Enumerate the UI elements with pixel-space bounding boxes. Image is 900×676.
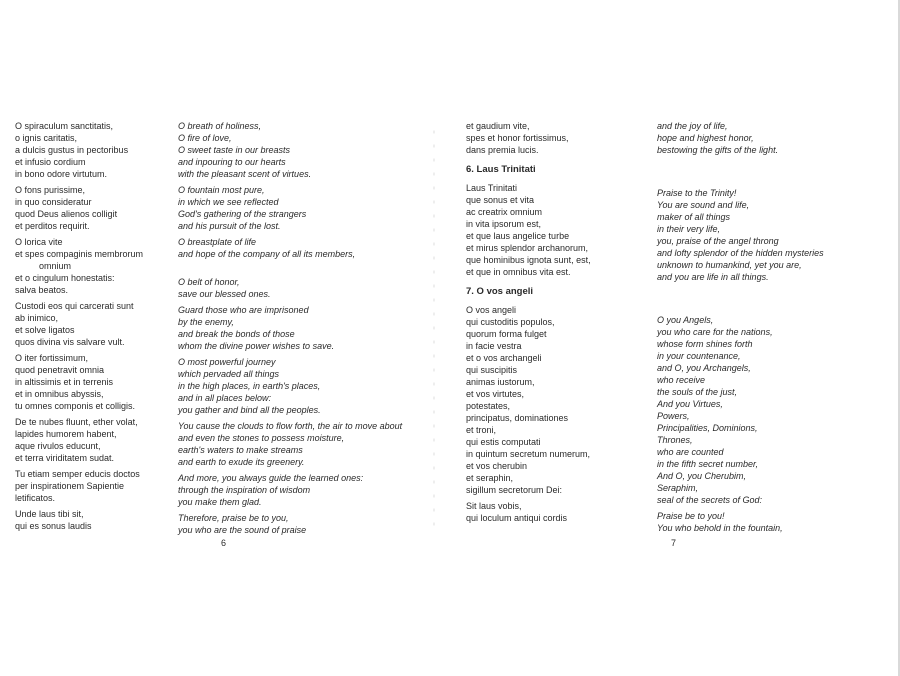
verse-line: in which we see reflected — [178, 197, 279, 207]
verse-line: with the pleasant scent of virtues. — [178, 169, 312, 179]
verse-line: et perditos requirit. — [15, 221, 90, 231]
verse-line: et que in omnibus vita est. — [466, 267, 571, 277]
verse-line: tu omnes componis et colligis. — [15, 401, 136, 411]
stanza — [466, 500, 646, 524]
stanza — [466, 304, 646, 496]
right-latin-column — [466, 120, 646, 528]
verse-line: and break the bonds of those — [178, 329, 295, 339]
verse-line: you who are the sound of praise — [178, 525, 307, 535]
verse-line: qui suscipitis — [466, 365, 518, 375]
verse-line: whose form shines forth — [657, 339, 753, 349]
verse-line: earth's waters to make streams — [178, 445, 303, 455]
verse-line: O most powerful journey — [178, 357, 276, 367]
verse-line: And more, you always guide the learned ones: — [178, 473, 364, 483]
stanza — [15, 300, 175, 348]
verse-line: qui es sonus laudis — [15, 521, 92, 531]
verse-line: hope and highest honor, — [657, 133, 754, 143]
verse-line: You who behold in the fountain, — [657, 523, 783, 533]
verse-line: et mirus splendor archanorum, — [466, 243, 589, 253]
stanza — [178, 512, 448, 536]
stanza — [657, 314, 897, 506]
verse-line: in bono odore virtutum. — [15, 169, 108, 179]
verse-line: which pervaded all things — [178, 369, 280, 379]
stanza — [466, 182, 646, 278]
verse-line: O fons purissime, — [15, 185, 86, 195]
verse-line: quos divina vis salvare vult. — [15, 337, 125, 347]
verse-line: in the fifth secret number, — [657, 459, 759, 469]
section-heading: 7. O vos angeli — [466, 286, 534, 297]
verse-line: quod Deus alienos colligit — [15, 209, 118, 219]
verse-line: O belt of honor, — [178, 277, 240, 287]
stanza — [178, 420, 448, 468]
verse-line: maker of all things — [657, 212, 731, 222]
verse-line: in vita ipsorum est, — [466, 219, 542, 229]
verse-line: who are counted — [657, 447, 724, 457]
verse-line: Praise be to you! — [657, 511, 725, 521]
verse-line: You cause the clouds to flow forth, the air to move about — [178, 421, 403, 431]
verse-line: unknown to humankind, yet you are, — [657, 260, 802, 270]
verse-line: through the inspiration of wisdom — [178, 485, 311, 495]
verse-line: you, praise of the angel throng — [657, 236, 779, 246]
verse-line: qui loculum antiqui cordis — [466, 513, 568, 523]
verse-line: Guard those who are imprisoned — [178, 305, 309, 315]
verse-line: O iter fortissimum, — [15, 353, 89, 363]
verse-line: que hominibus ignota sunt, est, — [466, 255, 591, 265]
stanza — [15, 468, 175, 504]
verse-line: O you Angels, — [657, 315, 714, 325]
stanza — [657, 120, 897, 156]
verse-line: Therefore, praise be to you, — [178, 513, 289, 523]
page-number: 7 — [671, 538, 677, 548]
verse-line: et o cingulum honestatis: — [15, 273, 115, 283]
verse-line: you gather and bind all the peoples. — [178, 405, 321, 415]
verse-line: sigillum secretorum Dei: — [466, 485, 563, 495]
verse-line: quorum forma fulget — [466, 329, 547, 339]
verse-line: the souls of the just, — [657, 387, 738, 397]
verse-line: et que laus angelice turbe — [466, 231, 570, 241]
verse-line: by the enemy, — [178, 317, 234, 327]
verse-line: qui custoditis populos, — [466, 317, 555, 327]
verse-line: Powers, — [657, 411, 690, 421]
verse-line: a dulcis gustus in pectoribus — [15, 145, 129, 155]
verse-line: o ignis caritatis, — [15, 133, 78, 143]
verse-line: in quintum secretum numerum, — [466, 449, 591, 459]
verse-line: Tu etiam semper educis doctos — [15, 469, 140, 479]
verse-line: salva beatos. — [15, 285, 69, 295]
verse-line: et vos virtutes, — [466, 389, 525, 399]
verse-line: Principalities, Dominions, — [657, 423, 758, 433]
verse-line: God's gathering of the strangers — [178, 209, 307, 219]
heading-spacer — [657, 287, 897, 314]
verse-line: bestowing the gifts of the light. — [657, 145, 779, 155]
verse-line: and the joy of life, — [657, 121, 728, 131]
verse-line: et in omnibus abyssis, — [15, 389, 104, 399]
heading-spacer — [657, 160, 897, 187]
stanza — [178, 184, 448, 232]
verse-line: per inspirationem Sapientie — [15, 481, 125, 491]
verse-line: O sweet taste in our breasts — [178, 145, 291, 155]
verse-line: Unde laus tibi sit, — [15, 509, 84, 519]
verse-line: and his pursuit of the lost. — [178, 221, 281, 231]
stanza — [657, 187, 897, 283]
left-english-column — [178, 120, 448, 540]
verse-line: Custodi eos qui carcerati sunt — [15, 301, 134, 311]
verse-line: et troni, — [466, 425, 497, 435]
verse-line: et spes compaginis membrorum — [15, 249, 144, 259]
verse-line: And O, you Cherubim, — [657, 471, 747, 481]
verse-line: Seraphim, — [657, 483, 699, 493]
verse-line: and you are life in all things. — [657, 272, 769, 282]
verse-line: save our blessed ones. — [178, 289, 271, 299]
verse-line: O breastplate of life — [178, 237, 257, 247]
stanza — [466, 120, 646, 156]
verse-line: and earth to exude its greenery. — [178, 457, 305, 467]
section-heading: 6. Laus Trinitati — [466, 164, 536, 175]
stanza — [15, 236, 175, 296]
verse-line: and inpouring to our hearts — [178, 157, 286, 167]
verse-line: and even the stones to possess moisture, — [178, 433, 345, 443]
verse-line: in quo consideratur — [15, 197, 92, 207]
verse-line: in your countenance, — [657, 351, 741, 361]
verse-line: animas iustorum, — [466, 377, 535, 387]
verse-line: you who care for the nations, — [657, 327, 773, 337]
verse-line: in facie vestra — [466, 341, 522, 351]
verse-line: quod penetravit omnia — [15, 365, 105, 375]
verse-line: De te nubes fluunt, ether volat, — [15, 417, 138, 427]
verse-line: O fire of love, — [178, 133, 232, 143]
verse-line: O spiraculum sanctitatis, — [15, 121, 114, 131]
verse-line: que sonus et vita — [466, 195, 535, 205]
verse-line: Praise to the Trinity! — [657, 188, 737, 198]
verse-line: lapides humorem habent, — [15, 429, 117, 439]
verse-line: and in all places below: — [178, 393, 272, 403]
stanza — [178, 276, 448, 300]
stanza — [178, 236, 448, 260]
verse-line: Laus Trinitati — [466, 183, 518, 193]
stanza — [15, 120, 175, 180]
stanza — [15, 184, 175, 232]
verse-line: and O, you Archangels, — [657, 363, 751, 373]
verse-line: and hope of the company of all its members, — [178, 249, 356, 259]
verse-line: who receive — [657, 375, 706, 385]
verse-line: et vos cherubin — [466, 461, 528, 471]
verse-line: O lorica vite — [15, 237, 63, 247]
verse-line: O breath of holiness, — [178, 121, 262, 131]
verse-line: ab inimico, — [15, 313, 59, 323]
verse-line: potestates, — [466, 401, 511, 411]
verse-line: in their very life, — [657, 224, 721, 234]
verse-line: Sit laus vobis, — [466, 501, 522, 511]
verse-line: omnium — [39, 261, 72, 271]
verse-line: And you Virtues, — [657, 399, 723, 409]
right-english-column — [657, 120, 897, 538]
verse-line: et terra viriditatem sudat. — [15, 453, 115, 463]
stanza — [178, 120, 448, 180]
verse-line: et solve ligatos — [15, 325, 75, 335]
verse-line: ac creatrix omnium — [466, 207, 543, 217]
stanza — [15, 352, 175, 412]
stanza — [178, 356, 448, 416]
stanza — [178, 304, 448, 352]
verse-line: et infusio cordium — [15, 157, 86, 167]
verse-line: O fountain most pure, — [178, 185, 265, 195]
verse-line: you make them glad. — [178, 497, 262, 507]
verse-line: seal of the secrets of God: — [657, 495, 763, 505]
verse-line: et o vos archangeli — [466, 353, 542, 363]
verse-line: in the high places, in earth's places, — [178, 381, 321, 391]
verse-line: whom the divine power wishes to save. — [178, 341, 335, 351]
stanza — [178, 472, 448, 508]
verse-line: principatus, dominationes — [466, 413, 569, 423]
stanza — [15, 416, 175, 464]
stanza — [15, 508, 175, 532]
verse-line: O vos angeli — [466, 305, 517, 315]
verse-line: and lofty splendor of the hidden mysteries — [657, 248, 824, 258]
verse-line: et gaudium vite, — [466, 121, 530, 131]
verse-line: et seraphin, — [466, 473, 514, 483]
page-number: 6 — [221, 538, 227, 548]
verse-line: You are sound and life, — [657, 200, 750, 210]
verse-line: aque rivulos educunt, — [15, 441, 101, 451]
verse-line: in altissimis et in terrenis — [15, 377, 114, 387]
verse-line: dans premia lucis. — [466, 145, 539, 155]
left-latin-column — [15, 120, 175, 536]
verse-line: Thrones, — [657, 435, 693, 445]
verse-line: spes et honor fortissimus, — [466, 133, 569, 143]
verse-line: qui estis computati — [466, 437, 541, 447]
stanza — [657, 510, 897, 534]
verse-line: letificatos. — [15, 493, 56, 503]
